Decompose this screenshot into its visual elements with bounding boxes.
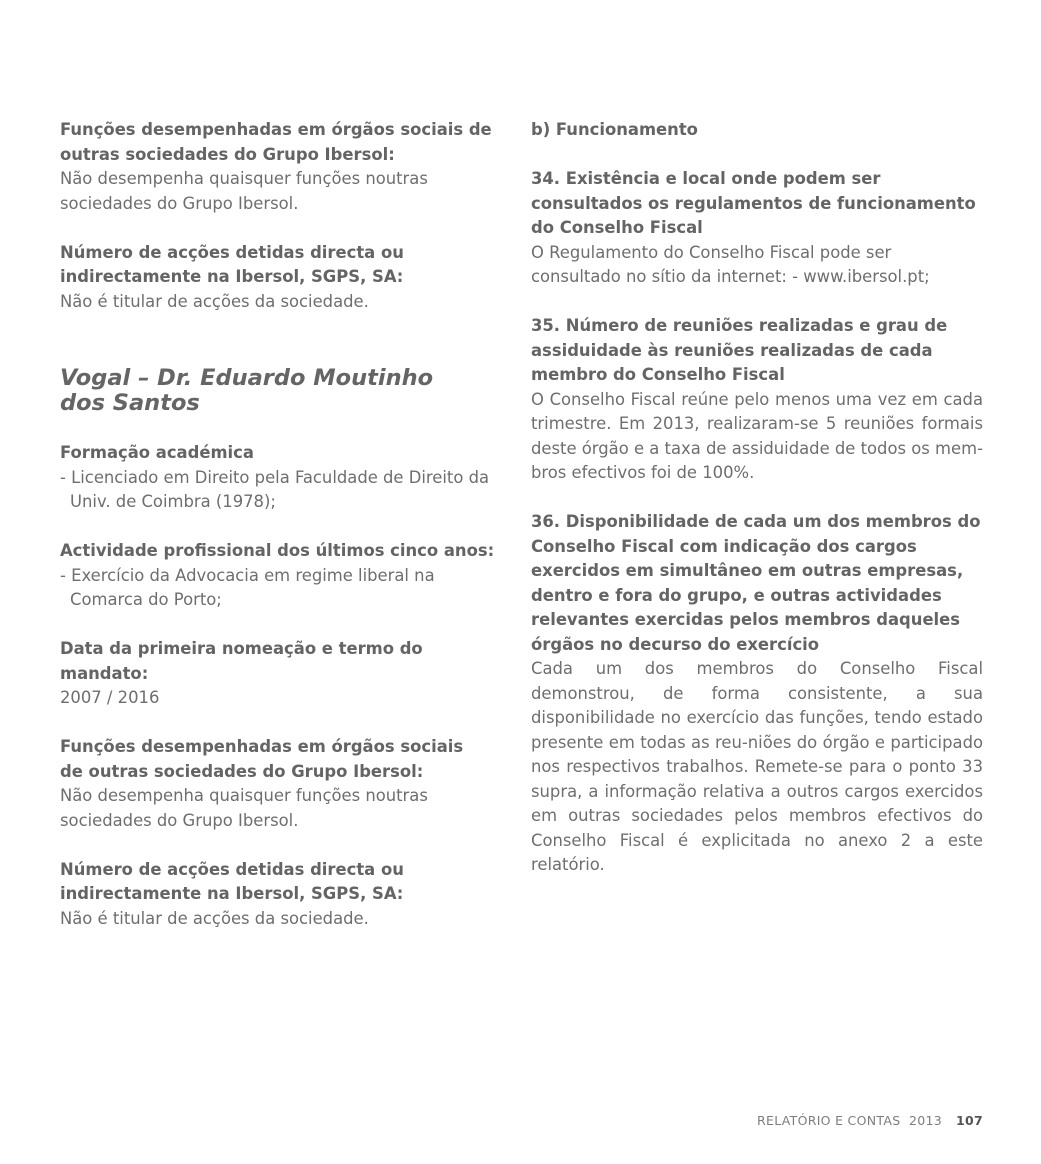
section-heading-other-functions: Funções desempenhadas em órgãos sociais de outras sociedades do Grupo Ibersol:: [60, 120, 492, 164]
section-text-appointment: 2007 / 2016: [60, 688, 160, 707]
section-text-36: Cada um dos membros do Conselho Fiscal demonstrou, de forma consistente, a sua disponibilidade no exercício das funções, tendo estado presente em todas as reu-niões do órgão e participado nos respectivos trabalhos. Remete-se para o ponto 33 supra, a informação relativa a outros cargos exercidos em outras sociedades pelos membros efectivos do Conselho Fiscal é explicitada no anexo 2 a este relatório.: [531, 659, 983, 874]
section-heading-education: Formação académica: [60, 443, 254, 462]
section-text-35: O Conselho Fiscal reúne pelo menos uma vez em cada trimestre. Em 2013, realizaram-se 5 reuniões formais deste órgão e a taxa de assiduidade de todos os mem-bros efectivos foi de 100%.: [531, 389, 983, 482]
section-heading-shares: Número de acções detidas directa ou indirectamente na Ibersol, SGPS, SA:: [60, 242, 404, 286]
section-text-shares: Não é titular de acções da sociedade.: [60, 291, 369, 311]
section-heading-professional-activity: Actividade profissional dos últimos cinco anos:: [60, 541, 495, 560]
section-heading-functioning: b) Funcionamento: [531, 120, 698, 139]
section-heading-other-functions-2: Funções desempenhadas em órgãos sociais de outras sociedades do Grupo Ibersol:: [60, 737, 464, 781]
section-heading-35: 35. Número de reuniões realizadas e grau de assiduidade às reuniões realizadas de cada membro do Conselho Fiscal: [531, 316, 948, 384]
footer-report-title: RELATÓRIO E CONTAS 2013: [757, 1113, 942, 1128]
section-text-shares-2: Não é titular de acções da sociedade.: [60, 908, 369, 928]
left-column: [60, 118, 508, 931]
section-text-34: O Regulamento do Conselho Fiscal pode ser consultado no sítio da internet: - www.ibersol.pt;: [531, 242, 930, 286]
page-footer: [757, 1113, 983, 1128]
member-subtitle: Vogal – Dr. Eduardo Moutinho dos Santos: [60, 365, 434, 416]
section-heading-34: 34. Existência e local onde podem ser consultados os regulamentos de funcionamento do Conselho Fiscal: [531, 169, 976, 237]
section-heading-36: 36. Disponibilidade de cada um dos membros do Conselho Fiscal com indicação dos cargos exercidos em simultâneo em outras empresas, dentro e fora do grupo, e outras actividades relevantes exercidas pelos membros daqueles órgãos no decurso do exercício: [531, 512, 981, 654]
section-heading-shares-2: Número de acções detidas directa ou indirectamente na Ibersol, SGPS, SA:: [60, 859, 404, 903]
section-text-professional-activity: - Exercício da Advocacia em regime liberal na Comarca do Porto;: [60, 565, 435, 609]
section-heading-appointment: Data da primeira nomeação e termo do mandato:: [60, 639, 423, 683]
right-column: [531, 118, 983, 878]
section-text-education: - Licenciado em Direito pela Faculdade de Direito da Univ. de Coimbra (1978);: [60, 467, 490, 511]
section-text-other-functions: Não desempenha quaisquer funções noutras sociedades do Grupo Ibersol.: [60, 169, 428, 213]
page-number: 107: [956, 1113, 983, 1128]
section-text-other-functions-2: Não desempenha quaisquer funções noutras sociedades do Grupo Ibersol.: [60, 786, 428, 830]
